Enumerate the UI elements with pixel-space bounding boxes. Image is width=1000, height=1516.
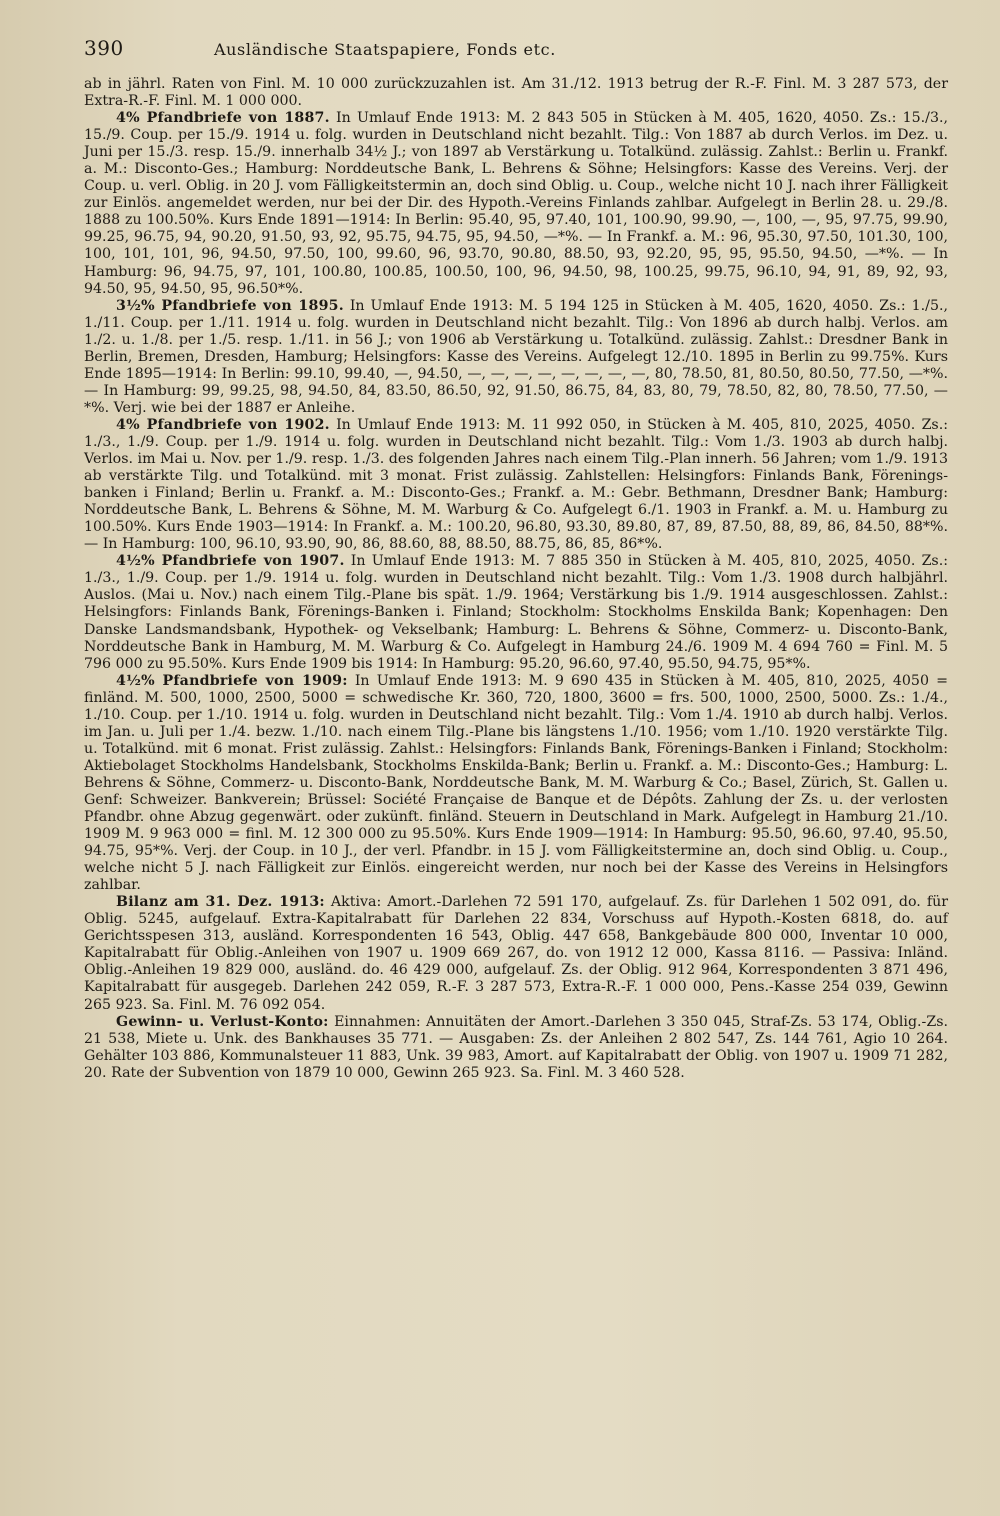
entry-text: In Umlauf Ende 1913: M. 2 843 505 in Stücken à M. 405, 1620, 4050. Zs.: 15./3., 15./9. Coup. per 15./9. 1914 u. folg. wurden in Deutschland nicht bezahlt. Tilg.: Von 1887 ab durch Verlos. im Dez. u. Juni per 15./3. resp. 15./9. innerhalb 34½ J.; von 1897 ab Verstärkung u. Totalkünd. zulässig. Zahlst.: Berlin u. Frankf. a. M.: Disconto-Ges.; Hamburg: Norddeutsche Bank, L. Behrens & Söhne; Helsingfors: Kasse des Vereins. Verj. der Coup. u. verl. Oblig. in 20 J. vom Fälligkeitstermin an, doch sind Oblig. u. Coup., welche nicht 10 J. nach ihrer Fälligkeit zur Einlös. angemeldet werden, nur bei der Dir. des Hypoth.-Vereins Finlands zahlbar. Aufgelegt in Berlin 28. u. 29./8. 1888 zu 100.50%. Kurs Ende 1891—1914: In Berlin: 95.40, 95, 97.40, 101, 100.90, 99.90, —, 100, —, 95, 97.75, 99.90, 99.25, 96.75, 94, 90.20, 91.50, 93, 92, 95.75, 94.75, 95, 94.50, —*%. — In Frankf. a. M.: 96, 95.30, 97.50, 101.30, 100, 100, 101, 101, 96, 94.50, 97.50, 100, 99.60, 96, 93.70, 90.80, 88.50, 93, 92.20, 95, 95, 95.50, 94.50, —*%. — In Hamburg: 96, 94.75, 97, 101, 100.80, 100.85, 100.50, 100, 96, 94.50, 98, 100.25, 99.75, 96.10, 94, 91, 89, 92, 93, 94.50, 95, 94.50, 95, 96.50*%. <box>84 110 948 297</box>
entry-pfandbriefe-1907 <box>84 553 948 672</box>
page-body <box>84 76 948 1082</box>
entry-text: In Umlauf Ende 1913: M. 7 885 350 in Stücken à M. 405, 810, 2025, 4050. Zs.: 1./3., 1./9. Coup. per 1./9. 1914 u. folg. wurden in Deutschland nicht bezahlt. Tilg.: Vom 1./3. 1908 durch halbjährl. Auslos. (Mai u. Nov.) nach einem Tilg.-Plane bis spät. 1./9. 1964; Verstärkung bis 1./9. 1914 ausgeschlossen. Zahlst.: Helsingfors: Finlands Bank, Förenings-Banken i. Finland; Stockholm: Stockholms Enskilda Bank; Kopenhagen: Den Danske Landsmandsbank, Hypothek- og Vekselbank; Hamburg: L. Behrens & Söhne, Commerz- u. Disconto-Bank, Norddeutsche Bank in Hamburg, M. M. Warburg & Co. Aufgelegt in Hamburg 24./6. 1909 M. 4 694 760 = Finl. M. 5 796 000 zu 95.50%. Kurs Ende 1909 bis 1914: In Hamburg: 95.20, 96.60, 97.40, 95.50, 94.75, 95*%. <box>84 553 948 672</box>
entry-heading: 4% Pfandbriefe von 1902. <box>116 416 330 433</box>
entry-heading: 4% Pfandbriefe von 1887. <box>116 110 330 127</box>
running-title: Ausländische Staatspapiere, Fonds etc. <box>214 40 556 59</box>
entry-heading: 3½% Pfandbriefe von 1895. <box>116 297 344 314</box>
entry-text: In Umlauf Ende 1913: M. 5 194 125 in Stücken à M. 405, 1620, 4050. Zs.: 1./5., 1./11. Coup. per 1./11. 1914 u. folg. wurden in Deutschland nicht bezahlt. Tilg.: Von 1896 ab durch halbj. Verlos. am 1./2. u. 1./8. per 1./5. resp. 1./11. in 56 J.; von 1906 ab Verstärkung u. Totalkünd. zulässig. Zahlst.: Dresdner Bank in Berlin, Bremen, Dresden, Hamburg; Helsingfors: Kasse des Vereins. Aufgelegt 12./10. 1895 in Berlin zu 99.75%. Kurs Ende 1895—1914: In Berlin: 99.10, 99.40, —, 94.50, —, —, —, —, —, —, —, —, 80, 78.50, 81, 80.50, 80.50, 77.50, —*%. — In Hamburg: 99, 99.25, 98, 94.50, 84, 83.50, 86.50, 92, 91.50, 86.75, 84, 83, 80, 79, 78.50, 82, 80, 78.50, 77.50, —*%. Verj. wie bei der 1887 er Anleihe. <box>84 297 948 416</box>
entry-gewinn-verlust <box>84 1014 948 1082</box>
page-header <box>84 36 948 70</box>
entry-heading: 4½% Pfandbriefe von 1907. <box>116 553 345 570</box>
entry-pfandbriefe-1887 <box>84 110 948 298</box>
entry-text: In Umlauf Ende 1913: M. 9 690 435 in Stücken à M. 405, 810, 2025, 4050 = finländ. M. 500, 1000, 2500, 5000 = schwedische Kr. 360, 720, 1800, 3600 = frs. 500, 1000, 2500, 5000. Zs.: 1./4., 1./10. Coup. per 1./10. 1914 u. folg. wurden in Deutschland nicht bezahlt. Tilg.: Vom 1./4. 1910 ab durch halbj. Verlos. im Jan. u. Juli per 1./4. bezw. 1./10. nach einem Tilg.-Plane bis längstens 1./10. 1956; vom 1./10. 1920 verstärkte Tilg. u. Totalkünd. mit 6 monat. Frist zulässig. Zahlst.: Helsingfors: Finlands Bank, Förenings-Banken i Finland; Stockholm: Aktiebolaget Stockholms Handelsbank, Stockholms Enskilda-Bank; Berlin u. Frankf. a. M.: Disconto-Ges.; Hamburg: L. Behrens & Söhne, Commerz- u. Disconto-Bank, Norddeutsche Bank, M. M. Warburg & Co.; Basel, Zürich, St. Gallen u. Genf: Schweizer. Bankverein; Brüssel: Société Française de Banque et de Dépôts. Zahlung der Zs. u. der verlosten Pfandbr. ohne Abzug gegenwärt. oder zukünft. finländ. Steuern in Deutschland in Mark. Aufgelegt in Hamburg 21./10. 1909 M. 9 963 000 = finl. M. 12 300 000 zu 95.50%. Kurs Ende 1909—1914: In Hamburg: 95.50, 96.60, 97.40, 95.50, 94.75, 95*%. Verj. der Coup. in 10 J., der verl. Pfandbr. in 15 J. vom Fälligkeitstermine an, doch sind Oblig. u. Coup., welche nicht 5 J. nach Fälligkeit zur Einlös. eingereicht werden, nur noch bei der Kasse des Vereins in Helsingfors zahlbar. <box>84 672 948 894</box>
entry-pfandbriefe-1909 <box>84 673 948 895</box>
entry-heading: Gewinn- u. Verlust-Konto: <box>116 1013 329 1030</box>
entry-heading: 4½% Pfandbriefe von 1909: <box>116 672 348 689</box>
paragraph-text: ab in jährl. Raten von Finl. M. 10 000 zurückzuzahlen ist. Am 31./12. 1913 betrug der R.-F. Finl. M. 3 287 573, der Extra-R.-F. Finl. M. 1 000 000. <box>84 76 948 110</box>
page-number: 390 <box>84 36 124 60</box>
entry-heading: Bilanz am 31. Dez. 1913: <box>116 894 325 911</box>
entry-pfandbriefe-1895 <box>84 298 948 417</box>
entry-bilanz <box>84 894 948 1013</box>
entry-text: In Umlauf Ende 1913: M. 11 992 050, in Stücken à M. 405, 810, 2025, 4050. Zs.: 1./3., 1./9. Coup. per 1./9. 1914 u. folg. wurden in Deutschland nicht bezahlt. Tilg.: Vom 1./3. 1903 ab durch halbj. Verlos. im Mai u. Nov. per 1./9. resp. 1./3. des folgenden Jahres nach einem Tilg.-Plan innerh. 56 Jahren; vom 1./9. 1913 ab verstärkte Tilg. und Totalkünd. mit 3 monat. Frist zulässig. Zahlstellen: Helsingfors: Finlands Bank, Förenings-banken i Finland; Berlin u. Frankf. a. M.: Disconto-Ges.; Frankf. a. M.: Gebr. Bethmann, Dresdner Bank; Hamburg: Norddeutsche Bank, L. Behrens & Söhne, M. M. Warburg & Co. Aufgelegt 6./1. 1903 in Frankf. a. M. u. Hamburg zu 100.50%. Kurs Ende 1903—1914: In Frankf. a. M.: 100.20, 96.80, 93.30, 89.80, 87, 89, 87.50, 88, 89, 86, 84.50, 88*%. — In Hamburg: 100, 96.10, 93.90, 90, 86, 88.60, 88, 88.50, 88.75, 86, 85, 86*%. <box>84 416 949 553</box>
entry-pfandbriefe-1902 <box>84 417 948 553</box>
entry-text: Aktiva: Amort.-Darlehen 72 591 170, aufgelauf. Zs. für Darlehen 1 502 091, do. für Oblig. 5245, aufgelauf. Extra-Kapitalrabatt für Darlehen 22 834, Vorschuss auf Hypoth.-Kosten 6818, do. auf Gerichtsspesen 313, ausländ. Korrespondenten 16 543, Oblig. 447 658, Bankgebäude 800 000, Inventar 10 000, Kapitalrabatt für Oblig.-Anleihen von 1907 u. 1909 669 267, do. von 1912 12 000, Kassa 8116. — Passiva: Inländ. Oblig.-Anleihen 19 829 000, ausländ. do. 46 429 000, aufgelauf. Zs. der Oblig. 912 964, Korrespondenten 3 871 496, Kapitalrabatt für ausgegeb. Darlehen 242 059, R.-F. 3 287 573, Extra-R.-F. 1 000 000, Pens.-Kasse 254 039, Gewinn 265 923. Sa. Finl. M. 76 092 054. <box>84 894 948 1013</box>
entry-text: Einnahmen: Annuitäten der Amort.-Darlehen 3 350 045, Straf-Zs. 53 174, Oblig.-Zs. 21 538, Miete u. Unk. des Bankhauses 35 771. — Ausgaben: Zs. der Anleihen 2 802 547, Zs. 144 761, Agio 10 264. Gehälter 103 886, Kommunalsteuer 11 883, Unk. 39 983, Amort. auf Kapitalrabatt der Oblig. von 1907 u. 1909 71 282, 20. Rate der Subvention von 1879 10 000, Gewinn 265 923. Sa. Finl. M. 3 460 528. <box>84 1013 948 1081</box>
paragraph-continuation <box>84 76 948 110</box>
